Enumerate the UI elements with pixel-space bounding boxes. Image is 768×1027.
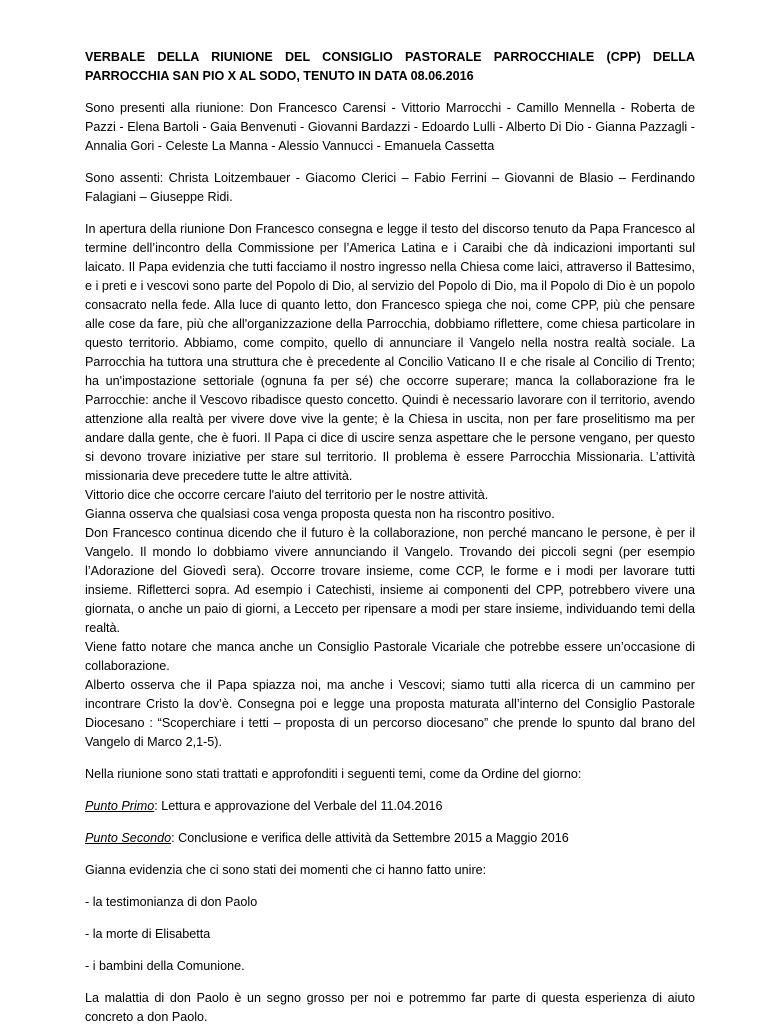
agenda-item-first-label: Punto Primo [85,799,155,813]
attendees-absent: Sono assenti: Christa Loitzembauer - Giacomo Clerici – Fabio Ferrini – Giovanni de Blasio – Ferdinando Falagiani – Giuseppe Ridi. [85,171,695,204]
paragraph-alberto: Alberto osserva che il Papa spiazza noi, ma anche i Vescovi; siamo tutti alla ricerca di un cammino per incontrare Cristo la dov’è. Consegna poi e legge una proposta maturata all’interno del Consiglio Pastorale Diocesano : “Scoperchiare i tetti – proposta di un percorso diocesano” che prende lo spunto dal brano del Vangelo di Marco 2,1-5). [85,678,695,749]
agenda-item-second-label: Punto Secondo [85,831,172,845]
agenda-item-second-text: : Conclusione e verifica delle attività da Settembre 2015 a Maggio 2016 [171,831,569,845]
paragraph-don-francesco: Don Francesco continua dicendo che il futuro è la collaborazione, non perché mancano le persone, è per il Vangelo. Il mondo lo dobbiamo vivere annunciando il Vangelo. Trovando dei piccoli segni (per esempio l’Adorazione del Giovedì sera). Occorre trovare insieme, come CCP, le forme e i modi per lavorare tutti insieme. Rifletterci sopra. Ad esempio i Catechisti, insieme ai componenti del CPP, potrebbero vivere una giornata, o anche un paio di giorni, a Lecceto per ripensare a modi per stare insieme, individuando temi della realtà. [85,526,695,635]
paragraph-opening: In apertura della riunione Don Francesco consegna e legge il testo del discorso tenuto da Papa Francesco al termine dell’incontro della Commissione per l’America Latina e i Caraibi che dà indicazioni importanti sul laicato. Il Papa evidenzia che tutti facciamo il nostro ingresso nella Chiesa come laici, attraverso il Battesimo, e i preti e i vescovi sono parte del Popolo di Dio, al servizio del Popolo di Dio, ma il Popolo di Dio è un popolo consacrato nella fede. Alla luce di quanto letto, don Francesco spiega che noi, come CPP, più che pensare alle cose da fare, più che all'organizzazione della Parrocchia, dobbiamo riflettere, come chiesa particolare in questo territorio. Abbiamo, come compito, quello di annunciare il Vangelo nella nostra realtà sociale. La Parrocchia ha tuttora una struttura che è precedente al Concilio Vaticano II e che risale al Concilio di Trento; ha un'impostazione settoriale (ognuna fa per sé) che occorre superare; manca la collaborazione fra le Parrocchie: anche il Vescovo ribadisce questo concetto. Quindi è necessario lavorare con il territorio, avendo attenzione alla realtà per vivere dove vive la gente; è la Chiesa in uscita, non per fare proselitismo ma per andare dalla gente, che è fuori. Il Papa ci dice di uscire senza aspettare che le persone vengano, per questo si devono trovare iniziative per stare sul territorio. Il problema è essere Parrocchia Missionaria. L’attività missionaria deve precedere tutte le altre attività. [85,222,695,483]
document-title: VERBALE DELLA RIUNIONE DEL CONSIGLIO PASTORALE PARROCCHIALE (CPP) DELLA PARROCCHIA SAN PIO X AL SODO, TENUTO IN DATA 08.06.2016 [85,50,695,83]
moment-item: - i bambini della Comunione. [85,959,245,973]
discussion-block [85,220,695,752]
agenda-item-second [85,829,695,848]
attendees-present: Sono presenti alla riunione: Don Francesco Carensi - Vittorio Marrocchi - Camillo Mennella - Roberta de Pazzi - Elena Bartoli - Gaia Benvenuti - Giovanni Bardazzi - Edoardo Lulli - Alberto Di Dio - Gianna Pazzagli - Annalia Gori - Celeste La Manna - Alessio Vannucci - Emanuela Cassetta [85,101,695,153]
paragraph-gianna: Gianna osserva che qualsiasi cosa venga proposta questa non ha riscontro positivo. [85,507,555,521]
paragraph-consiglio-vicariale: Viene fatto notare che manca anche un Consiglio Pastorale Vicariale che potrebbe essere un’occasione di collaborazione. [85,640,695,673]
agenda-intro: Nella riunione sono stati trattati e approfonditi i seguenti temi, come da Ordine del giorno: [85,767,582,781]
paragraph-vittorio: Vittorio dice che occorre cercare l'aiuto del territorio per le nostre attività. [85,488,489,502]
agenda-item-first [85,797,695,816]
agenda-item-first-text: : Lettura e approvazione del Verbale del 11.04.2016 [154,799,443,813]
gianna-moments-intro: Gianna evidenzia che ci sono stati dei momenti che ci hanno fatto unire: [85,863,487,877]
moment-item: - la testimonianza di don Paolo [85,895,258,909]
moment-item: - la morte di Elisabetta [85,927,211,941]
paragraph-malattia: La malattia di don Paolo è un segno grosso per noi e potremmo far parte di questa esperienza di aiuto concreto a don Paolo. [85,991,695,1024]
